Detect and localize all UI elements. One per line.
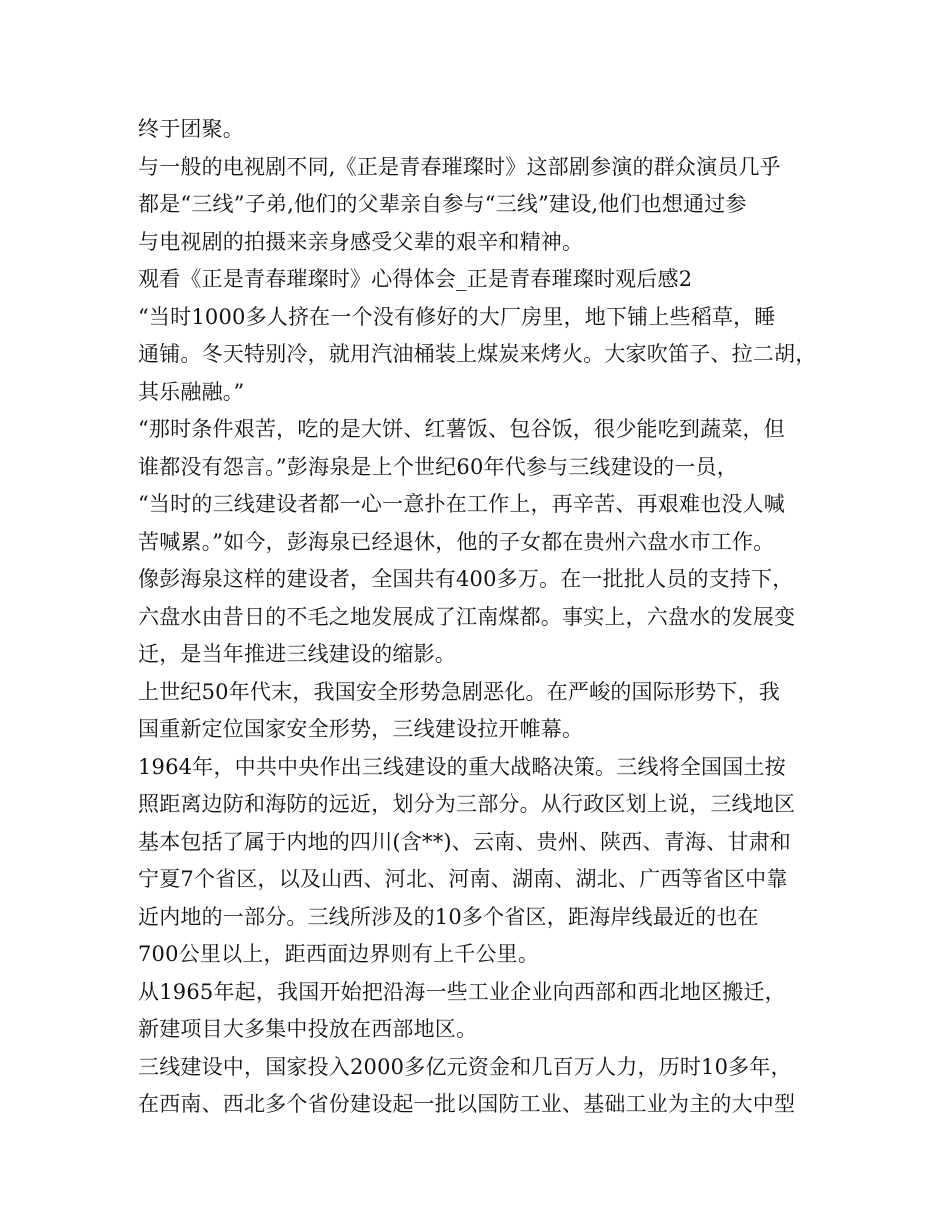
text-line: 近内地的一部分。三线所涉及的10多个省区，距海岸线最近的也在 — [138, 904, 759, 929]
text-line: 像彭海泉这样的建设者，全国共有400多万。在一批批人员的支持下， — [138, 567, 794, 591]
text-line: “那时条件艰苦，吃的是大饼、红薯饭、包谷饭，很少能吃到蔬菜，但 — [138, 417, 785, 441]
text-line: 都是“三线”子弟,他们的父辈亲自参与“三线”建设,他们也想通过参 — [138, 192, 747, 216]
text-line: “当时1000多人挤在一个没有修好的大厂房里，地下铺上些稻草，睡 — [138, 304, 776, 329]
text-line: 三线建设中，国家投入2000多亿元资金和几百万人力，历时10多年， — [138, 1054, 792, 1079]
document-body — [138, 111, 818, 1124]
text-line: 上世纪50年代末，我国安全形势急剧恶化。在严峻的国际形势下，我 — [138, 679, 780, 704]
text-line: 国重新定位国家安全形势，三线建设拉开帷幕。 — [138, 717, 584, 741]
text-line: 照距离边防和海防的远近，划分为三部分。从行政区划上说，三线地区 — [138, 792, 796, 816]
text-line: “当时的三线建设者都一心一意扑在工作上，再辛苦、再艰难也没人喊 — [138, 492, 785, 516]
text-line: 700公里以上，距西面边界则有上千公里。 — [138, 942, 540, 966]
text-line: 谁都没有怨言。”彭海泉是上个世纪60年代参与三线建设的一员， — [138, 454, 738, 479]
text-line: 从1965年起，我国开始把沿海一些工业企业向西部和西北地区搬迁， — [138, 979, 786, 1004]
text-line: 宁夏7个省区，以及山西、河北、河南、湖南、湖北、广西等省区中靠 — [138, 867, 788, 891]
text-line: 在西南、西北多个省份建设起一批以国防工业、基础工业为主的大中型 — [138, 1092, 796, 1116]
text-line: 与电视剧的拍摄来亲身感受父辈的艰辛和精神。 — [138, 229, 584, 254]
text-line: 苦喊累。”如今，彭海泉已经退休，他的子女都在贵州六盘水市工作。 — [138, 529, 775, 554]
text-line: 基本包括了属于内地的四川(含**)、云南、贵州、陕西、青海、甘肃和 — [138, 829, 791, 854]
text-line: 与一般的电视剧不同,《正是青春璀璨时》这部剧参演的群众演员几乎 — [138, 154, 781, 179]
text-line: 其乐融融。” — [138, 379, 245, 404]
text-line: 通铺。冬天特别冷，就用汽油桶装上煤炭来烤火。大家吹笛子、拉二胡， — [138, 342, 817, 366]
text-line: 迁，是当年推进三线建设的缩影。 — [138, 642, 456, 666]
text-line: 新建项目大多集中投放在西部地区。 — [138, 1017, 478, 1041]
text-line: 终于团聚。 — [138, 117, 244, 141]
text-line: 六盘水由昔日的不毛之地发展成了江南煤都。事实上，六盘水的发展变 — [138, 604, 796, 629]
text-line: 1964年，中共中央作出三线建设的重大战略决策。三线将全国国土按 — [138, 754, 786, 779]
section-heading: 观看《正是青春璀璨时》心得体会_正是青春璀璨时观后感2 — [138, 267, 693, 291]
